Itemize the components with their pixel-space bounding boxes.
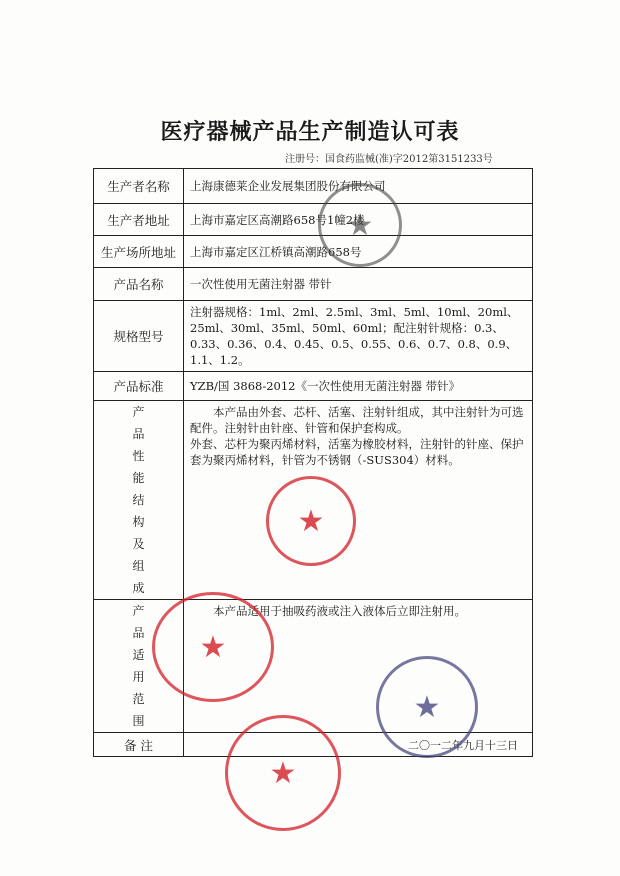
approval-date: 二〇一二年九月十三日 [184, 733, 533, 757]
product-name-label: 产品名称 [94, 268, 184, 301]
site-address-label: 生产场所地址 [94, 236, 184, 268]
star-icon: ★ [199, 629, 227, 665]
composition-paragraph-1: 本产品由外套、芯杆、活塞、注射针组成，其中注射针为可选配件。注射针由针座、针管和保护套构成。 [190, 405, 524, 435]
specification-label: 规格型号 [94, 301, 184, 372]
manufacturer-value: 上海康德莱企业发展集团股份有限公司 [184, 169, 533, 204]
manufacturer-address-label: 生产者地址 [94, 204, 184, 236]
document-title: 医疗器械产品生产制造认可表 [160, 119, 460, 145]
table-row [94, 372, 533, 401]
table-row [94, 204, 533, 236]
sfda-seal-stamp [376, 656, 478, 758]
composition-paragraph-2: 外套、芯杆为聚丙烯材料，活塞为橡胶材料，注射针的针座、保护套为聚丙烯材料，针管为不锈钢（-SUS304）材料。 [190, 437, 524, 467]
registration-number: 注册号：国食药监械(准)字2012第3151233号 [285, 154, 493, 165]
star-icon: ★ [269, 755, 297, 791]
table-row [94, 268, 533, 301]
star-icon: ★ [413, 689, 441, 725]
scope-label: 产 品 适 用 范 围 [94, 600, 184, 733]
specification-value: 注射器规格：1ml、2ml、2.5ml、3ml、5ml、10ml、20ml、25ml、30ml、35ml、50ml、60ml；配注射针规格：0.3、0.33、0.36、0.4、0.45、0.5、0.55、0.6、0.7、0.8、0.9、1.1、1.2。 [184, 301, 533, 372]
quality-management-seal-stamp [225, 715, 341, 831]
star-icon: ★ [297, 503, 325, 539]
table-row [94, 301, 533, 372]
company-red-seal-stamp [266, 476, 356, 566]
standard-label: 产品标准 [94, 372, 184, 401]
table-row [94, 169, 533, 204]
scope-value: 本产品适用于抽吸药液或注入液体后立即注射用。 [184, 600, 533, 733]
standard-value: YZB/国 3868-2012《一次性使用无菌注射器 带针》 [184, 372, 533, 401]
product-name-value: 一次性使用无菌注射器 带针 [184, 268, 533, 301]
manufacturer-address-value: 上海市嘉定区高潮路658号1幢2楼 [184, 204, 533, 236]
registration-seal-stamp [318, 183, 402, 267]
table-row [94, 236, 533, 268]
manufacturer-label: 生产者名称 [94, 169, 184, 204]
composition-label: 产 品 性 能 结 构 及 组 成 [94, 401, 184, 600]
remarks-label: 备 注 [94, 733, 184, 757]
composition-value [184, 401, 533, 600]
star-icon: ★ [346, 207, 374, 243]
distributor-red-seal-stamp [152, 592, 274, 702]
site-address-value: 上海市嘉定区江桥镇高潮路658号 [184, 236, 533, 268]
